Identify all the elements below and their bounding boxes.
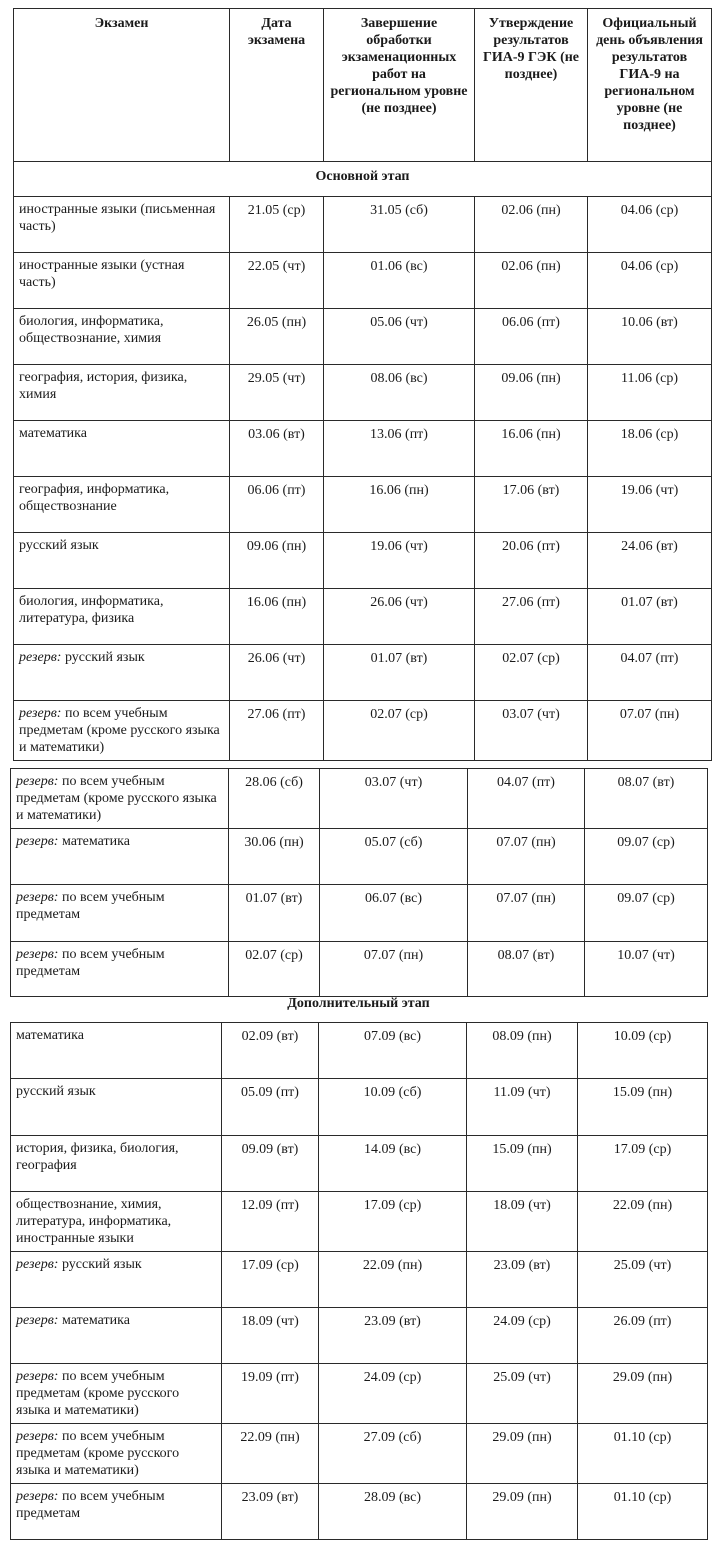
approval-cell: 16.06 (пн) (475, 421, 588, 477)
date-cell: 03.06 (вт) (230, 421, 324, 477)
exam-cell (11, 1192, 222, 1252)
table-row (11, 1252, 708, 1308)
approval-cell: 02.06 (пн) (475, 197, 588, 253)
exam-cell (11, 942, 229, 997)
approval-cell: 07.07 (пн) (468, 829, 585, 885)
date-cell: 02.07 (ср) (229, 942, 320, 997)
exam-cell (11, 1484, 222, 1540)
header-announce: Официальный день объявления результатов ГИА-9 на региональном уровне (не позднее) (588, 9, 712, 162)
exam-subjects: иностранные языки (устная часть) (19, 258, 185, 290)
processing-cell: 01.07 (вт) (324, 645, 475, 701)
table-row (11, 1192, 708, 1252)
approval-cell: 06.06 (пт) (475, 309, 588, 365)
announce-cell: 10.07 (чт) (585, 942, 708, 997)
approval-cell: 17.06 (вт) (475, 477, 588, 533)
announce-cell: 04.06 (ср) (588, 197, 712, 253)
date-cell: 05.09 (пт) (222, 1079, 319, 1136)
date-cell: 09.09 (вт) (222, 1136, 319, 1192)
reserve-label: резерв: (16, 1369, 59, 1384)
exam-cell (14, 197, 230, 253)
processing-cell: 05.06 (чт) (324, 309, 475, 365)
exam-cell (11, 1136, 222, 1192)
exam-cell (14, 253, 230, 309)
exam-cell (11, 829, 229, 885)
processing-cell: 26.06 (чт) (324, 589, 475, 645)
table-row (14, 365, 712, 421)
date-cell: 21.05 (ср) (230, 197, 324, 253)
table-row (14, 701, 712, 761)
approval-cell: 02.07 (ср) (475, 645, 588, 701)
approval-cell: 07.07 (пн) (468, 885, 585, 942)
date-cell: 06.06 (пт) (230, 477, 324, 533)
announce-cell: 04.07 (пт) (588, 645, 712, 701)
processing-cell: 19.06 (чт) (324, 533, 475, 589)
schedule-table-extra (10, 1022, 708, 1540)
announce-cell: 19.06 (чт) (588, 477, 712, 533)
date-cell: 02.09 (вт) (222, 1023, 319, 1079)
announce-cell: 07.07 (пн) (588, 701, 712, 761)
header-row (14, 9, 712, 162)
exam-subjects: по всем учебным предметам (кроме русского языка и математики) (16, 1429, 180, 1478)
processing-cell: 16.06 (пн) (324, 477, 475, 533)
exam-subjects: по всем учебным предметам (кроме русского языка и математики) (16, 1369, 180, 1418)
announce-cell: 22.09 (пн) (578, 1192, 708, 1252)
announce-cell: 10.06 (вт) (588, 309, 712, 365)
exam-subjects: по всем учебным предметам (кроме русского языка и математики) (16, 774, 217, 823)
date-cell: 12.09 (пт) (222, 1192, 319, 1252)
processing-cell: 14.09 (вс) (319, 1136, 467, 1192)
table-row (11, 1484, 708, 1540)
exam-cell (14, 589, 230, 645)
announce-cell: 01.10 (ср) (578, 1424, 708, 1484)
date-cell: 27.06 (пт) (230, 701, 324, 761)
processing-cell: 13.06 (пт) (324, 421, 475, 477)
table-row (11, 829, 708, 885)
date-cell: 18.09 (чт) (222, 1308, 319, 1364)
approval-cell: 29.09 (пн) (467, 1424, 578, 1484)
date-cell: 16.06 (пн) (230, 589, 324, 645)
date-cell: 17.09 (ср) (222, 1252, 319, 1308)
exam-subjects: по всем учебным предметам (16, 947, 165, 979)
date-cell: 22.09 (пн) (222, 1424, 319, 1484)
exam-subjects: биология, информатика, литература, физика (19, 594, 164, 626)
date-cell: 22.05 (чт) (230, 253, 324, 309)
reserve-label: резерв: (16, 1489, 59, 1504)
exam-subjects: по всем учебным предметам (16, 1489, 165, 1521)
table-row (14, 533, 712, 589)
approval-cell: 25.09 (чт) (467, 1364, 578, 1424)
processing-cell: 03.07 (чт) (320, 769, 468, 829)
reserve-label: резерв: (16, 774, 59, 789)
exam-subjects: по всем учебным предметам (кроме русского языка и математики) (19, 706, 220, 755)
reserve-label: резерв: (16, 1429, 59, 1444)
table-row (11, 1079, 708, 1136)
announce-cell: 25.09 (чт) (578, 1252, 708, 1308)
header-processing: Завершение обработки экзаменационных работ на региональном уровне (не позднее) (324, 9, 475, 162)
processing-cell: 23.09 (вт) (319, 1308, 467, 1364)
table-row (14, 253, 712, 309)
date-cell: 09.06 (пн) (230, 533, 324, 589)
reserve-label: резерв: (19, 706, 62, 721)
reserve-label: резерв: (16, 1313, 59, 1328)
date-cell: 01.07 (вт) (229, 885, 320, 942)
table-row (14, 589, 712, 645)
approval-cell: 08.07 (вт) (468, 942, 585, 997)
processing-cell: 05.07 (сб) (320, 829, 468, 885)
announce-cell: 26.09 (пт) (578, 1308, 708, 1364)
exam-cell (14, 309, 230, 365)
reserve-label: резерв: (16, 1257, 59, 1272)
announce-cell: 24.06 (вт) (588, 533, 712, 589)
schedule-table-main (13, 8, 712, 761)
main-stage-title: Основной этап (14, 162, 712, 197)
exam-cell (14, 533, 230, 589)
reserve-label: резерв: (16, 890, 59, 905)
exam-subjects: история, физика, биология, география (16, 1141, 179, 1173)
table-row (14, 421, 712, 477)
processing-cell: 08.06 (вс) (324, 365, 475, 421)
processing-cell: 27.09 (сб) (319, 1424, 467, 1484)
date-cell: 26.05 (пн) (230, 309, 324, 365)
approval-cell: 03.07 (чт) (475, 701, 588, 761)
announce-cell: 10.09 (ср) (578, 1023, 708, 1079)
header-date: Дата экзамена (230, 9, 324, 162)
exam-cell (14, 421, 230, 477)
processing-cell: 24.09 (ср) (319, 1364, 467, 1424)
approval-cell: 11.09 (чт) (467, 1079, 578, 1136)
exam-subjects: математика (58, 834, 130, 849)
exam-subjects: математика (19, 426, 87, 441)
processing-cell: 10.09 (сб) (319, 1079, 467, 1136)
exam-cell (11, 1308, 222, 1364)
table-row (11, 1308, 708, 1364)
approval-cell: 23.09 (вт) (467, 1252, 578, 1308)
announce-cell: 29.09 (пн) (578, 1364, 708, 1424)
exam-cell (11, 769, 229, 829)
date-cell: 30.06 (пн) (229, 829, 320, 885)
announce-cell: 17.09 (ср) (578, 1136, 708, 1192)
header-exam: Экзамен (14, 9, 230, 162)
exam-cell (11, 1079, 222, 1136)
announce-cell: 11.06 (ср) (588, 365, 712, 421)
exam-subjects: обществознание, химия, литература, информатика, иностранные языки (16, 1197, 172, 1246)
table-row (11, 769, 708, 829)
processing-cell: 28.09 (вс) (319, 1484, 467, 1540)
table-row (14, 477, 712, 533)
date-cell: 29.05 (чт) (230, 365, 324, 421)
announce-cell: 01.10 (ср) (578, 1484, 708, 1540)
processing-cell: 06.07 (вс) (320, 885, 468, 942)
approval-cell: 24.09 (ср) (467, 1308, 578, 1364)
exam-subjects: русский язык (16, 1084, 96, 1099)
approval-cell: 02.06 (пн) (475, 253, 588, 309)
extra-stage-title: Дополнительный этап (287, 996, 430, 1011)
exam-subjects: русский язык (19, 538, 99, 553)
exam-subjects: биология, информатика, обществознание, химия (19, 314, 164, 346)
announce-cell: 04.06 (ср) (588, 253, 712, 309)
processing-cell: 31.05 (сб) (324, 197, 475, 253)
exam-subjects: русский язык (58, 1257, 142, 1272)
exam-subjects: иностранные языки (письменная часть) (19, 202, 216, 234)
exam-cell (11, 1364, 222, 1424)
exam-cell (11, 1023, 222, 1079)
exam-subjects: по всем учебным предметам (16, 890, 165, 922)
announce-cell: 18.06 (ср) (588, 421, 712, 477)
reserve-label: резерв: (16, 834, 59, 849)
exam-subjects: география, история, физика, химия (19, 370, 188, 402)
header-approval: Утверждение результатов ГИА-9 ГЭК (не позднее) (475, 9, 588, 162)
exam-cell (11, 885, 229, 942)
exam-cell (11, 1252, 222, 1308)
exam-subjects: география, информатика, обществознание (19, 482, 170, 514)
exam-cell (14, 701, 230, 761)
main-stage-body (14, 162, 712, 761)
reserve-label: резерв: (19, 650, 62, 665)
main-stage-continued-body (11, 769, 708, 997)
date-cell: 26.06 (чт) (230, 645, 324, 701)
table-row (11, 1023, 708, 1079)
date-cell: 19.09 (пт) (222, 1364, 319, 1424)
processing-cell: 17.09 (ср) (319, 1192, 467, 1252)
table-row (14, 197, 712, 253)
announce-cell: 15.09 (пн) (578, 1079, 708, 1136)
stage-row (14, 162, 712, 197)
table-row (11, 1364, 708, 1424)
approval-cell: 27.06 (пт) (475, 589, 588, 645)
exam-subjects: математика (58, 1313, 130, 1328)
exam-cell (11, 1424, 222, 1484)
reserve-label: резерв: (16, 947, 59, 962)
exam-subjects: математика (16, 1028, 84, 1043)
approval-cell: 15.09 (пн) (467, 1136, 578, 1192)
approval-cell: 04.07 (пт) (468, 769, 585, 829)
table-row (14, 645, 712, 701)
table-row (11, 885, 708, 942)
processing-cell: 01.06 (вс) (324, 253, 475, 309)
date-cell: 28.06 (сб) (229, 769, 320, 829)
processing-cell: 07.09 (вс) (319, 1023, 467, 1079)
exam-cell (14, 477, 230, 533)
processing-cell: 02.07 (ср) (324, 701, 475, 761)
approval-cell: 20.06 (пт) (475, 533, 588, 589)
exam-cell (14, 365, 230, 421)
announce-cell: 09.07 (ср) (585, 829, 708, 885)
approval-cell: 29.09 (пн) (467, 1484, 578, 1540)
approval-cell: 09.06 (пн) (475, 365, 588, 421)
table-row (14, 309, 712, 365)
table-row (11, 1424, 708, 1484)
processing-cell: 07.07 (пн) (320, 942, 468, 997)
announce-cell: 01.07 (вт) (588, 589, 712, 645)
exam-cell (14, 645, 230, 701)
announce-cell: 08.07 (вт) (585, 769, 708, 829)
date-cell: 23.09 (вт) (222, 1484, 319, 1540)
extra-stage-body (11, 1023, 708, 1540)
exam-subjects: русский язык (61, 650, 145, 665)
table-row (11, 1136, 708, 1192)
schedule-table-continued (10, 768, 708, 997)
table-row (11, 942, 708, 997)
approval-cell: 08.09 (пн) (467, 1023, 578, 1079)
processing-cell: 22.09 (пн) (319, 1252, 467, 1308)
approval-cell: 18.09 (чт) (467, 1192, 578, 1252)
announce-cell: 09.07 (ср) (585, 885, 708, 942)
